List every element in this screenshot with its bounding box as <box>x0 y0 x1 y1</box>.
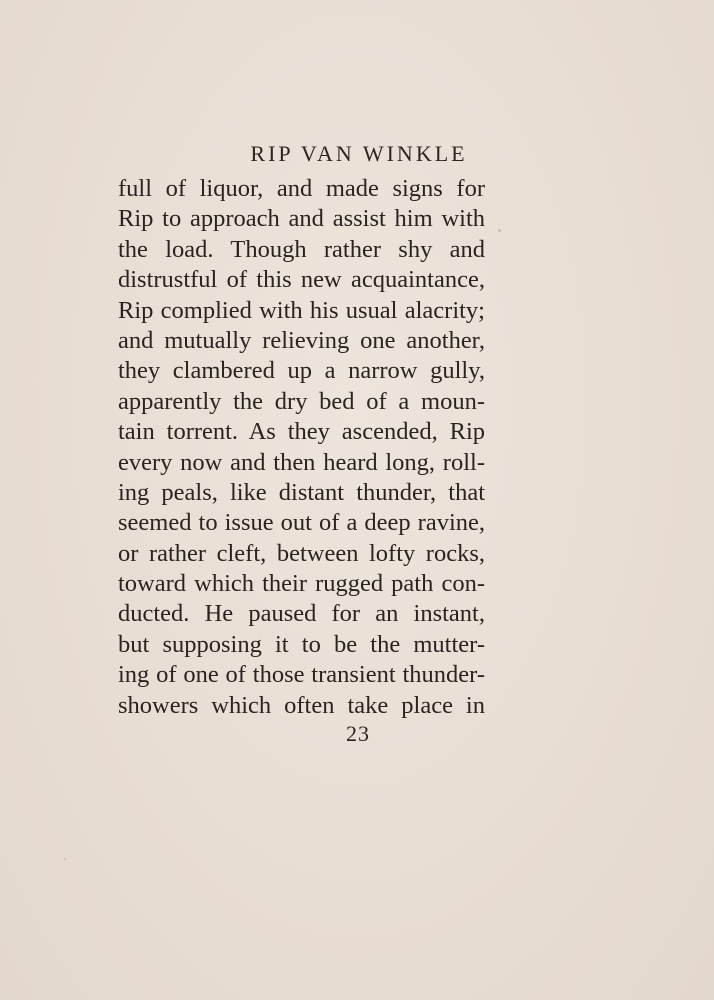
text-line: seemed to issue out of a deep ravine, <box>118 509 485 537</box>
text-line: ing of one of those transient thunder- <box>118 661 485 689</box>
paper-speck <box>64 858 66 860</box>
text-line: every now and then heard long, roll- <box>118 448 485 476</box>
text-line: toward which their rugged path con- <box>118 570 485 598</box>
text-line: Rip to approach and assist him with <box>118 205 485 233</box>
body-text <box>118 174 485 721</box>
text-line: the load. Though rather shy and <box>118 235 485 263</box>
page-number: 23 <box>346 721 370 746</box>
text-line: and mutually relieving one another, <box>118 326 485 354</box>
running-head: RIP VAN WINKLE <box>250 141 468 166</box>
text-line: but supposing it to be the mutter- <box>118 630 485 658</box>
text-line: apparently the dry bed of a moun- <box>118 387 485 415</box>
text-line: ing peals, like distant thunder, that <box>118 478 485 506</box>
text-line: tain torrent. As they ascended, Rip <box>118 418 485 446</box>
text-line: they clambered up a narrow gully, <box>118 357 485 385</box>
text-line: ducted. He paused for an instant, <box>118 600 485 628</box>
paper-speck <box>498 229 501 232</box>
text-line: distrustful of this new acquaintance, <box>118 266 485 294</box>
text-line: showers which often take place in <box>118 691 485 719</box>
text-line: full of liquor, and made signs for <box>118 175 485 202</box>
text-line: or rather cleft, between lofty rocks, <box>118 539 485 567</box>
text-line: Rip complied with his usual alacrity; <box>118 296 485 324</box>
